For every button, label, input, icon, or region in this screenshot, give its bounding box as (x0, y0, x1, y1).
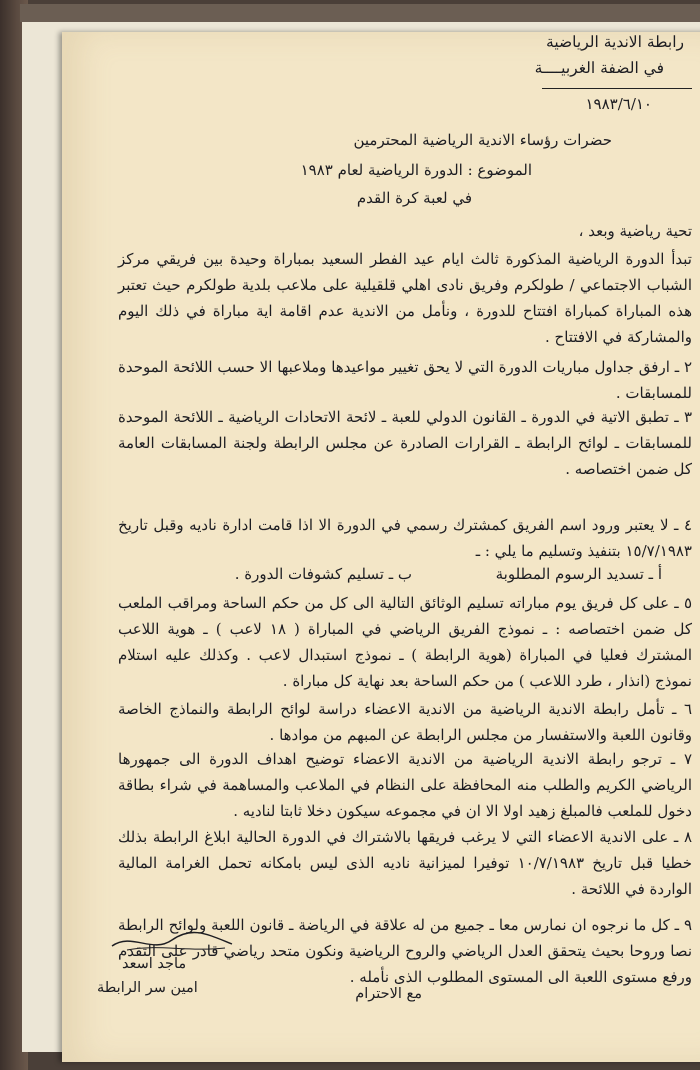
paragraph-5: ٥ ـ على كل فريق يوم مباراته تسليم الوثائق التالية الى كل من حكم الساحة ومراقب الملعب كل ضمن اختصاصه : ـ نموذج الفريق الرياضي في المباراة ( ١٨ لاعب ) ـ هوية اللاعب المشترك فعليا في المباراة (هوية الرابطة ) ـ نموذج استبدال لاعب . وكذلك عليه استلام نموذج (انذار ، طرد اللاعب ) من حكم الساحة بعد نهاية كل مباراة . (118, 594, 692, 690)
paragraph-9: ٩ ـ كل ما نرجوه ان نمارس معا ـ جميع من له علاقة في الرياضة ـ قانون اللعبة ولوائح الرابطة نصا وروحا بحيث يتحقق العدل الرياضي والروح الرياضية ونكون متحد رياضي قادر على التقدم ورفع مستوى اللعبة الى المستوى المطلوب الذى نأمله . (118, 916, 692, 986)
paragraph-1: تبدأ الدورة الرياضية المذكورة ثالث ايام عيد الفطر السعيد بمباراة وحيدة بين فريقي مركز الشباب الاجتماعي / طولكرم وفريق نادى اهلي قلقيلية على ملاعب بلدية طولكرم حيث تعتبر هذه المباراة كمباراة افتتاح للدورة ، ونأمل من الاندية عدم اقامة اية مباراة في ذلك اليوم والمشاركة في الافتتاح . (118, 250, 692, 346)
paragraph-7: ٧ ـ ترجو رابطة الاندية الرياضية من الاندية الاعضاء توضيح اهداف الدورة الى جمهورها الرياضي الكريم والطلب منه المحافظة على النظام في الملاعب والمساهمة في شراء بطاقة دخول للملعب فالمبلغ زهيد اولا الا ان في مجموعه سيكون دخلا ثابتا لناديه . (118, 750, 692, 820)
paragraph-8: ٨ ـ على الاندية الاعضاء التي لا يرغب فريقها بالاشتراك في الدورة الحالية ابلاغ الرابطة بذلك خطيا قبل تاريخ ١٠/٧/١٩٨٣ توفيرا لميزانية ناديه الذى ليس بامكانه تحمل الغرامة المالية الواردة في اللائحة . (118, 828, 692, 898)
paragraph-4: ٤ ـ لا يعتبر ورود اسم الفريق كمشترك رسمي في الدورة الا اذا قامت ادارة ناديه وقبل تاريخ ١٥/٧/١٩٨٣ بتنفيذ وتسليم ما يلي : ـ (118, 516, 692, 560)
subject-line-2: في لعبة كرة القدم (356, 189, 472, 207)
subject-line: الموضوع : الدورة الرياضية لعام ١٩٨٣ (300, 161, 532, 179)
signatory-title: امين سر الرابطة (97, 980, 198, 996)
recipients-line: حضرات رؤساء الاندية الرياضية المحترمين (353, 131, 612, 149)
closing-regards: مع الاحترام (355, 986, 422, 1002)
org-region: في الضفة الغربيــــة (534, 59, 664, 77)
paragraph-6: ٦ ـ تأمل رابطة الاندية الرياضية من الاندية الاعضاء دراسة لوائح الرابطة والنماذج الخاصة وقانون اللعبة والاستفسار من مجلس الرابطة عن المبهم من موادها . (118, 700, 692, 744)
letter (62, 32, 692, 1062)
signature-scribble (107, 924, 237, 958)
item-a: أ ـ تسديد الرسوم المطلوبة (495, 565, 662, 583)
letter-date: ١٩٨٣/٦/١٠ (585, 95, 652, 113)
greeting: تحية رياضية وبعد ، (578, 222, 692, 240)
org-name: رابطة الاندية الرياضية (546, 33, 684, 51)
item-b: ب ـ تسليم كشوفات الدورة . (234, 565, 412, 583)
paragraph-2: ٢ ـ ارفق جداول مباريات الدورة التي لا يحق تغيير مواعيدها وملاعبها الا حسب اللائحة الموحدة للمسابقات . (118, 358, 692, 402)
header-divider (542, 88, 692, 89)
page-top-edge (20, 4, 700, 22)
paragraph-3: ٣ ـ تطبق الاتية في الدورة ـ القانون الدولي للعبة ـ لائحة الاتحادات الرياضية ـ اللائحة الموحدة للمسابقات ـ لوائح الرابطة ـ القرارات الصادرة عن مجلس الرابطة ولجنة المسابقات العامة كل ضمن اختصاصه . (118, 408, 692, 478)
signatory-name: ماجد اسعد (122, 956, 187, 972)
